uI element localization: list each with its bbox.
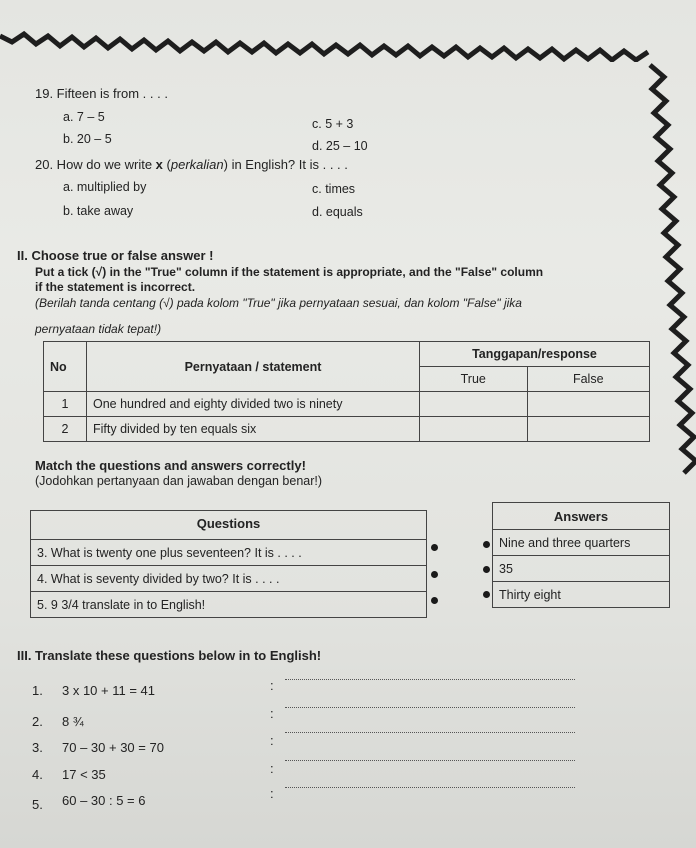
colon: :: [270, 786, 274, 801]
match-dot-question[interactable]: [431, 571, 438, 578]
match-heading: Match the questions and answers correctly!: [35, 458, 306, 473]
q20-option-b: b. take away: [63, 204, 134, 218]
questions-header: Questions: [196, 516, 261, 531]
match-question: 5. 9 3/4 translate in to English!: [31, 591, 426, 617]
match-dot-answer[interactable]: [483, 591, 490, 598]
col-header-true: True: [420, 367, 528, 392]
q20-option-c: c. times: [312, 182, 356, 196]
answer-line[interactable]: [285, 787, 575, 788]
section-3-heading: III. Translate these questions below in to English!: [17, 648, 322, 663]
match-dot-question[interactable]: [431, 597, 438, 604]
answer-line[interactable]: [285, 707, 575, 708]
q19-option-b: b. 20 – 5: [63, 132, 112, 146]
match-dot-answer[interactable]: [483, 541, 490, 548]
translate-item-expression: 60 – 30 : 5 = 6: [62, 793, 146, 808]
answers-header: Answers: [553, 509, 609, 524]
col-header-response: Tanggapan/response: [420, 342, 650, 367]
section-2-instruction-id-line1: (Berilah tanda centang (√) pada kolom "True" jika pernyataan sesuai, dan kolom "False" jika: [35, 296, 522, 310]
question-20: 20. How do we write x (perkalian) in English? It is . . . .: [35, 157, 348, 172]
question-19: 19. Fifteen is from . . . .: [35, 86, 168, 101]
match-answer: Thirty eight: [493, 581, 669, 607]
section-2-heading: II. Choose true or false answer !: [17, 248, 214, 263]
col-header-false: False: [527, 367, 650, 392]
questions-box: [30, 510, 427, 618]
translate-item-number: 4.: [32, 767, 43, 782]
true-cell[interactable]: [420, 417, 528, 442]
colon: :: [270, 761, 274, 776]
match-dot-question[interactable]: [431, 544, 438, 551]
zigzag-border-top: [0, 28, 696, 62]
translate-item-number: 1.: [32, 683, 43, 698]
table-row: [44, 392, 650, 417]
match-answer: Nine and three quarters: [493, 529, 669, 555]
false-cell[interactable]: [527, 417, 650, 442]
col-header-statement: Pernyataan / statement: [87, 342, 420, 392]
false-cell[interactable]: [527, 392, 650, 417]
row-number: 1: [44, 392, 87, 417]
translate-item-expression: 17 < 35: [62, 767, 106, 782]
translate-item-expression: 8 ¾: [62, 714, 84, 729]
match-question: 3. What is twenty one plus seventeen? It is . . . .: [31, 539, 426, 565]
answer-line[interactable]: [285, 760, 575, 761]
q20-option-a: a. multiplied by: [63, 180, 147, 194]
answers-box: [492, 502, 670, 608]
section-2-instruction-line1: Put a tick (√) in the "True" column if the statement is appropriate, and the "False" column: [35, 265, 544, 279]
q19-option-d: d. 25 – 10: [312, 139, 368, 153]
match-dot-answer[interactable]: [483, 566, 490, 573]
match-instruction: (Jodohkan pertanyaan dan jawaban dengan benar!): [35, 474, 323, 488]
colon: :: [270, 678, 274, 693]
translate-item-number: 3.: [32, 740, 43, 755]
row-statement: Fifty divided by ten equals six: [87, 417, 420, 442]
row-statement: One hundred and eighty divided two is ninety: [87, 392, 420, 417]
translate-item-expression: 3 x 10 + 11 = 41: [62, 683, 155, 698]
q20-option-d: d. equals: [312, 205, 363, 219]
translate-item-number: 2.: [32, 714, 43, 729]
true-cell[interactable]: [420, 392, 528, 417]
true-false-table: [43, 341, 650, 442]
translate-item-expression: 70 – 30 + 30 = 70: [62, 740, 164, 755]
colon: :: [270, 706, 274, 721]
section-2-instruction-id-line2: pernyataan tidak tepat!): [35, 322, 162, 336]
row-number: 2: [44, 417, 87, 442]
section-2-instruction-line2: if the statement is incorrect.: [35, 280, 196, 294]
match-answer: 35: [493, 555, 669, 581]
q19-option-c: c. 5 + 3: [312, 117, 354, 131]
match-question: 4. What is seventy divided by two? It is . . . .: [31, 565, 426, 591]
translate-item-number: 5.: [32, 797, 43, 812]
answer-line[interactable]: [285, 732, 575, 733]
colon: :: [270, 733, 274, 748]
answer-line[interactable]: [285, 679, 575, 680]
col-header-no: No: [44, 342, 87, 392]
q19-option-a: a. 7 – 5: [63, 110, 105, 124]
table-row: [44, 417, 650, 442]
